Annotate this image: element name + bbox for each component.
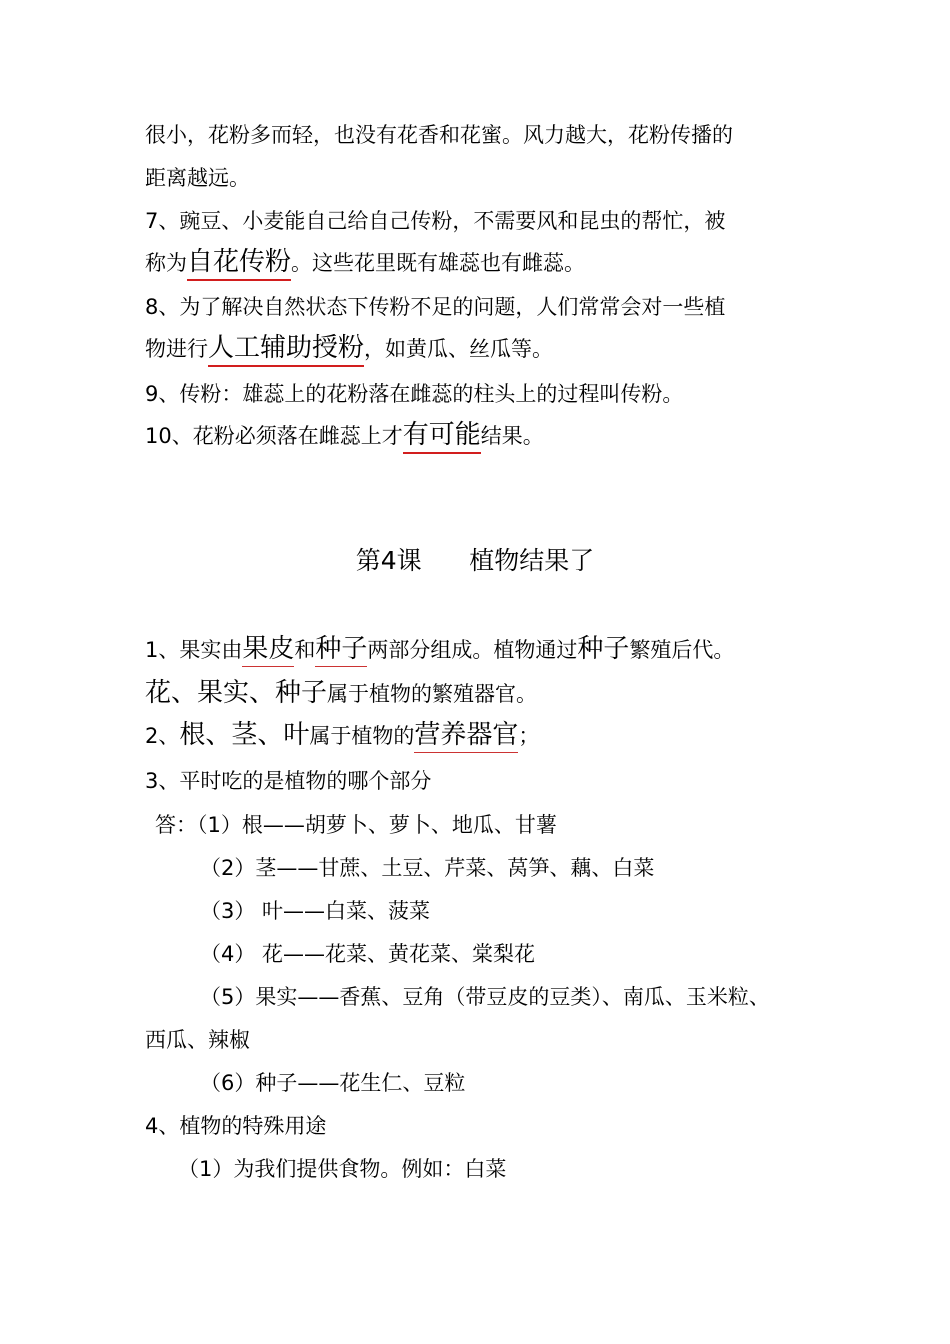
text-span: 。这些花里既有雄蕊也有雌蕊。 <box>291 251 586 275</box>
text-span: 繁殖后代。 <box>629 638 735 662</box>
key-term: 花、果实、种子 <box>145 678 328 708</box>
text-line: 答：（1）根——胡萝卜、萝卜、地瓜、甘薯 <box>155 813 557 837</box>
text-line: 很小，花粉多而轻，也没有花香和花蜜。风力越大，花粉传播的 <box>145 123 733 147</box>
text-line: （4） 花——花菜、黄花菜、棠梨花 <box>200 942 536 966</box>
text-line: （5）果实——香蕉、豆角（带豆皮的豆类）、南瓜、玉米粒、 <box>200 985 770 1009</box>
text-span: ； <box>518 724 540 748</box>
text-line: 3、平时吃的是植物的哪个部分 <box>145 769 432 793</box>
text-span: 称为 <box>145 251 187 275</box>
text-span: 属于植物的繁殖器官。 <box>327 682 538 706</box>
key-term: 果皮 <box>242 634 294 667</box>
key-term: 营养器官 <box>414 720 518 753</box>
text-span: 物进行 <box>145 337 208 361</box>
key-term: 自花传粉 <box>187 247 291 281</box>
text-line <box>145 420 835 454</box>
text-line <box>145 333 835 367</box>
text-line: 距离越远。 <box>145 166 250 190</box>
key-term: 种子 <box>577 634 630 664</box>
text-span: 2、 <box>145 724 180 748</box>
text-line: （3） 叶——白菜、菠菜 <box>200 899 431 923</box>
text-line <box>145 247 835 281</box>
text-span: 两部分组成。植物通过 <box>367 638 578 662</box>
key-term: 种子 <box>315 634 367 667</box>
text-line: （2）茎——甘蔗、土豆、芹菜、莴笋、藕、白菜 <box>200 856 655 880</box>
text-span: 10、花粉必须落在雌蕊上才 <box>145 424 403 448</box>
text-span: ，如黄瓜、丝瓜等。 <box>364 337 554 361</box>
text-span: 结果。 <box>480 424 544 448</box>
text-line: 西瓜、辣椒 <box>145 1028 250 1052</box>
text-line <box>145 678 835 709</box>
key-term: 人工辅助授粉 <box>208 333 364 367</box>
text-line: （1）为我们提供食物。例如：白菜 <box>178 1157 507 1181</box>
key-term: 根、茎、叶 <box>179 720 310 750</box>
key-term: 有可能 <box>403 420 481 454</box>
text-line: 9、传粉：雄蕊上的花粉落在雌蕊的柱头上的过程叫传粉。 <box>145 382 684 406</box>
text-span: 属于植物的 <box>309 724 415 748</box>
text-line <box>145 634 835 667</box>
text-line: （6）种子——花生仁、豆粒 <box>200 1071 466 1095</box>
text-line: 8、为了解决自然状态下传粉不足的问题，人们常常会对一些植 <box>145 295 726 319</box>
text-span: 1、果实由 <box>145 638 243 662</box>
lesson-title: 第4课 植物结果了 <box>355 546 595 575</box>
text-line: 7、豌豆、小麦能自己给自己传粉，不需要风和昆虫的帮忙，被 <box>145 209 726 233</box>
text-line: 4、植物的特殊用途 <box>145 1114 327 1138</box>
text-span: 和 <box>294 638 316 662</box>
text-line <box>145 720 835 753</box>
